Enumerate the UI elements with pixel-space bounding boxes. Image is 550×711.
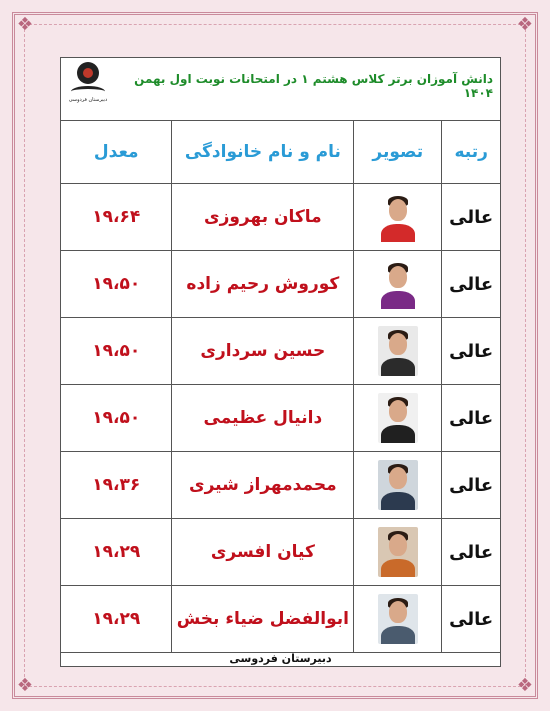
rank-cell xyxy=(442,251,501,318)
rank-value: عالی xyxy=(449,608,494,630)
logo-book-icon xyxy=(71,86,105,97)
student-name: کیان افسری xyxy=(210,542,315,562)
name-cell xyxy=(172,385,354,452)
student-photo xyxy=(378,594,418,644)
average-cell xyxy=(61,452,172,519)
header-rank: رتبه xyxy=(442,121,501,184)
logo-emblem-icon xyxy=(77,62,99,84)
student-name: ماکان بهروزی xyxy=(203,207,322,227)
header-photo: تصویر xyxy=(354,121,442,184)
rank-cell xyxy=(442,586,501,653)
rank-value: عالی xyxy=(449,407,494,429)
student-photo xyxy=(378,192,418,242)
table-row xyxy=(61,519,501,586)
student-average: ۱۹،۵۰ xyxy=(92,274,141,294)
name-cell xyxy=(172,318,354,385)
photo-cell xyxy=(354,318,442,385)
table-row xyxy=(61,385,501,452)
table-row xyxy=(61,586,501,653)
photo-cell xyxy=(354,586,442,653)
table-header-row xyxy=(61,121,501,184)
average-cell xyxy=(61,385,172,452)
name-cell xyxy=(172,184,354,251)
header-average: معدل xyxy=(61,121,172,184)
student-average: ۱۹،۳۶ xyxy=(92,475,141,495)
student-name: ابوالفضل ضیاء بخش xyxy=(176,609,349,629)
student-photo xyxy=(378,259,418,309)
rank-value: عالی xyxy=(449,273,494,295)
photo-cell xyxy=(354,519,442,586)
school-logo xyxy=(63,60,113,116)
rank-value: عالی xyxy=(449,474,494,496)
rank-value: عالی xyxy=(449,206,494,228)
footer-school-name: دبیرستان فردوسی xyxy=(229,652,332,665)
rank-cell xyxy=(442,318,501,385)
table-row xyxy=(61,184,501,251)
rank-value: عالی xyxy=(449,340,494,362)
average-cell xyxy=(61,318,172,385)
student-average: ۱۹،۵۰ xyxy=(92,341,141,361)
average-cell xyxy=(61,586,172,653)
name-cell xyxy=(172,519,354,586)
photo-cell xyxy=(354,452,442,519)
rank-cell xyxy=(442,184,501,251)
student-average: ۱۹،۲۹ xyxy=(92,609,141,629)
top-students-table xyxy=(60,120,501,653)
average-cell xyxy=(61,519,172,586)
average-cell xyxy=(61,184,172,251)
student-name: کوروش رحیم زاده xyxy=(186,274,340,294)
student-average: ۱۹،۵۰ xyxy=(92,408,141,428)
rank-cell xyxy=(442,452,501,519)
name-cell xyxy=(172,251,354,318)
table-row xyxy=(61,452,501,519)
photo-cell xyxy=(354,184,442,251)
student-average: ۱۹،۲۹ xyxy=(92,542,141,562)
photo-cell xyxy=(354,385,442,452)
table-row xyxy=(61,318,501,385)
student-name: حسین سرداری xyxy=(200,341,326,361)
average-cell xyxy=(61,251,172,318)
name-cell xyxy=(172,452,354,519)
corner-ornament-icon: ❖ xyxy=(516,14,534,35)
student-photo xyxy=(378,393,418,443)
student-photo xyxy=(378,326,418,376)
rank-cell xyxy=(442,519,501,586)
student-name: دانیال عظیمی xyxy=(203,408,323,428)
corner-ornament-icon: ❖ xyxy=(516,675,534,696)
table-row xyxy=(61,251,501,318)
logo-text: دبیرستان فردوسی xyxy=(68,97,108,103)
student-photo xyxy=(378,527,418,577)
corner-ornament-icon: ❖ xyxy=(16,14,34,35)
photo-cell xyxy=(354,251,442,318)
name-cell xyxy=(172,586,354,653)
page-title: دانش آموزان برتر کلاس هشتم ۱ در امتحانات نوبت اول بهمن ۱۴۰۴ xyxy=(134,72,493,100)
rank-cell xyxy=(442,385,501,452)
student-photo xyxy=(378,460,418,510)
header-name: نام و نام خانوادگی xyxy=(172,121,354,184)
corner-ornament-icon: ❖ xyxy=(16,675,34,696)
rank-value: عالی xyxy=(449,541,494,563)
student-average: ۱۹،۶۴ xyxy=(92,207,141,227)
student-name: محمدمهراز شیری xyxy=(189,475,337,495)
